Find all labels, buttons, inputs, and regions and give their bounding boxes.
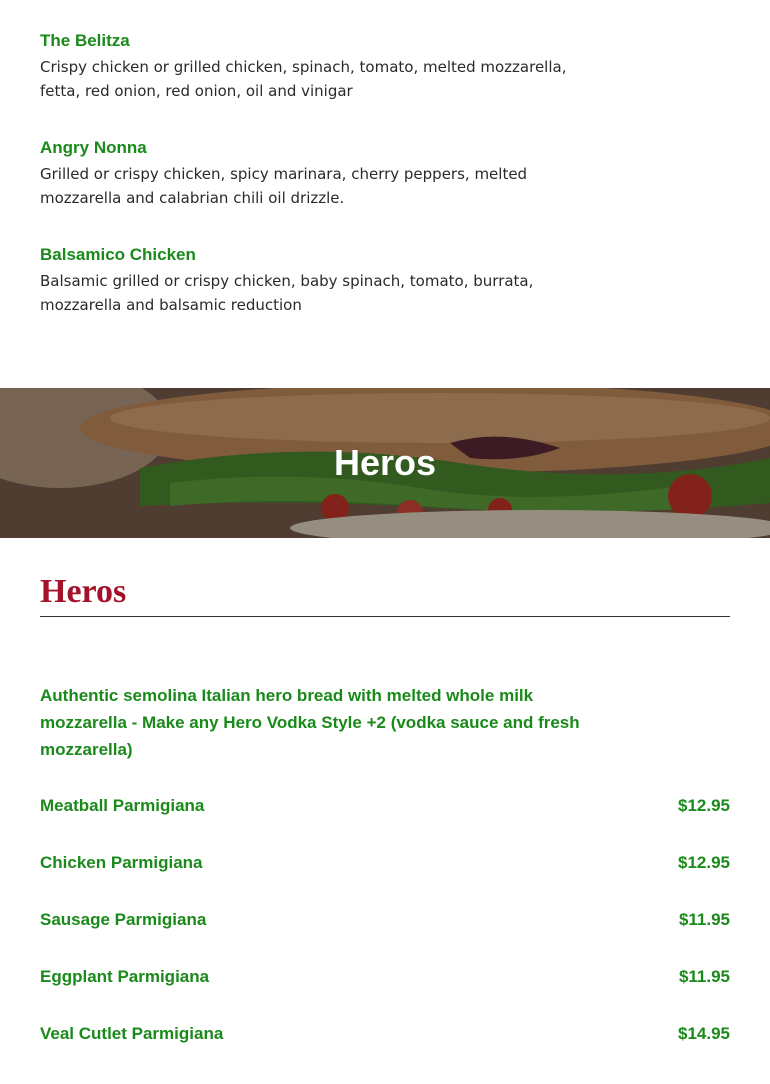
menu-item-name: Meatball Parmigiana	[40, 796, 205, 815]
menu-item	[40, 908, 730, 965]
menu-item-name: Sausage Parmigiana	[40, 910, 207, 929]
banner-title: Heros	[333, 442, 437, 483]
menu-item-price: $12.95	[678, 796, 730, 815]
menu-item-price: $11.95	[678, 967, 730, 986]
menu-item	[40, 244, 600, 317]
section-divider	[40, 616, 730, 617]
menu-item	[40, 1022, 730, 1079]
section-banner	[0, 388, 770, 538]
menu-item-name: Chicken Parmigiana	[40, 853, 203, 872]
menu-item-name: Eggplant Parmigiana	[40, 967, 210, 986]
salad-list	[40, 30, 600, 351]
menu-item-name: Angry Nonna	[40, 138, 147, 157]
menu-item	[40, 965, 730, 1022]
menu-item-name: The Belitza	[40, 31, 130, 50]
menu-item	[40, 30, 600, 103]
hero-list	[40, 794, 730, 1079]
menu-item-description: Grilled or crispy chicken, spicy marinara, cherry peppers, melted mozzarella and calabrian chili oil drizzle.	[40, 165, 528, 207]
menu-item-price: $11.95	[678, 910, 730, 929]
menu-item-description: Balsamic grilled or crispy chicken, baby spinach, tomato, burrata, mozzarella and balsamic reduction	[40, 272, 534, 314]
section-note: Authentic semolina Italian hero bread with melted whole milk mozzarella - Make any Hero Vodka Style +2 (vodka sauce and fresh mozzarella)	[40, 686, 580, 759]
menu-item-name: Balsamico Chicken	[40, 245, 196, 264]
menu-item-price: $12.95	[678, 853, 730, 872]
menu-item-name: Veal Cutlet Parmigiana	[40, 1024, 224, 1043]
menu-item-description: Crispy chicken or grilled chicken, spinach, tomato, melted mozzarella, fetta, red onion, red onion, oil and vinigar	[40, 58, 567, 100]
menu-item-price: $14.95	[678, 1024, 730, 1043]
menu-item	[40, 794, 730, 851]
menu-item	[40, 851, 730, 908]
section-title: Heros	[40, 573, 127, 610]
menu-item	[40, 137, 600, 210]
